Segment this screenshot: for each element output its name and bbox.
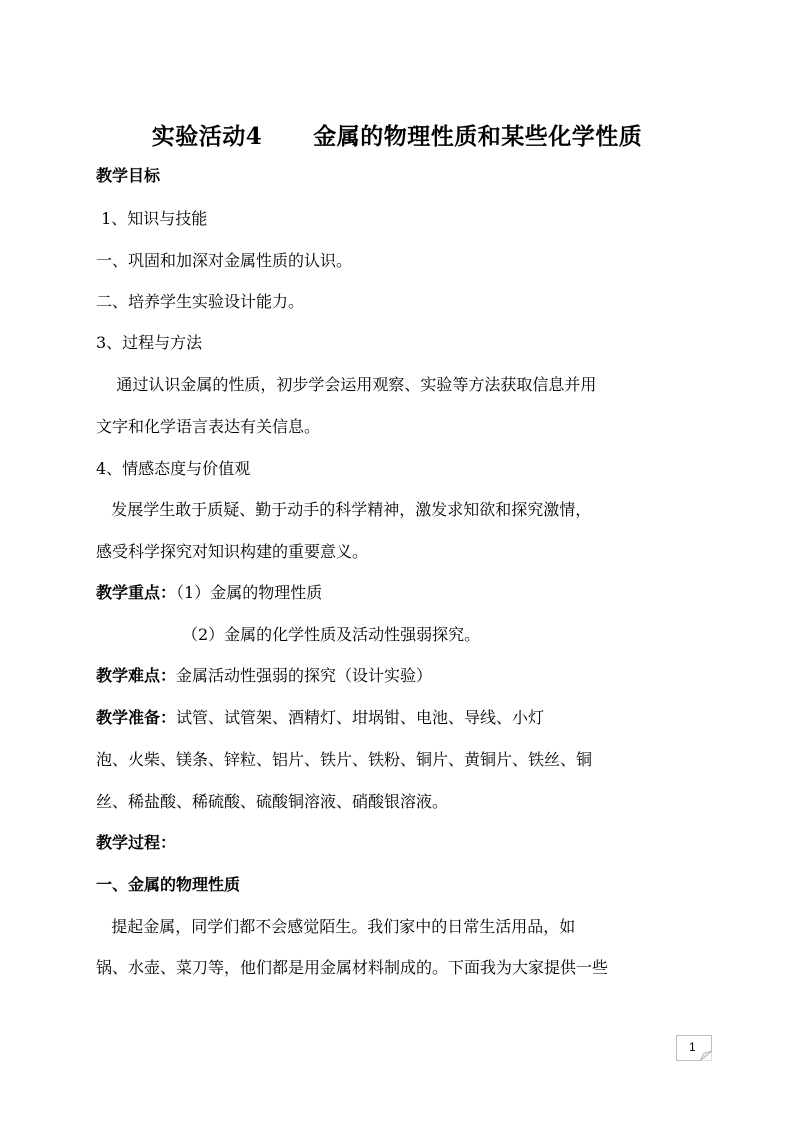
- paragraph-process-line-1: 通过认识金属的性质，初步学会运用观察、实验等方法获取信息并用: [96, 375, 597, 394]
- page-number-box: [676, 1035, 712, 1061]
- key-points-row: [96, 583, 322, 603]
- preparation-label: 教学准备：: [96, 708, 177, 727]
- paragraph-process-line-2: 文字和化学语言表达有关信息。: [96, 417, 321, 436]
- difficulty-text: 金属活动性强弱的探究（设计实验）: [176, 666, 433, 685]
- goal-item-1: 一、巩固和加深对金属性质的认识。: [96, 251, 353, 270]
- page-title: 实验活动4 金属的物理性质和某些化学性质: [151, 123, 643, 150]
- preparation-row: [96, 708, 544, 728]
- paragraph-intro-line-1: 提起金属，同学们都不会感觉陌生。我们家中的日常生活用品，如: [96, 917, 576, 936]
- paragraph-emotion-line-1: 发展学生敢于质疑、勤于动手的科学精神，激发求知欲和探究激情，: [96, 500, 592, 519]
- preparation-line-3: 丝、稀盐酸、稀硫酸、硫酸铜溶液、硝酸银溶液。: [96, 792, 449, 811]
- difficulty-row: [96, 666, 432, 686]
- heading-teaching-goals: 教学目标: [96, 166, 161, 185]
- key-points-item-2: （2）金属的化学性质及活动性强弱探究。: [182, 625, 481, 644]
- key-points-label: 教学重点：: [96, 583, 177, 602]
- paragraph-intro-line-2: 锅、水壶、菜刀等，他们都是用金属材料制成的。下面我为大家提供一些: [96, 958, 609, 977]
- subheading-knowledge-skills: 1、知识与技能: [96, 209, 208, 228]
- section-physical-properties: 一、金属的物理性质: [96, 875, 241, 894]
- page-curl-icon: [700, 1051, 712, 1061]
- preparation-line-1: 试管、试管架、酒精灯、坩埚钳、电池、导线、小灯: [176, 708, 545, 727]
- paragraph-emotion-line-2: 感受科学探究对知识构建的重要意义。: [96, 542, 369, 561]
- heading-teaching-process: 教学过程：: [96, 833, 177, 852]
- difficulty-label: 教学难点：: [96, 666, 177, 685]
- subheading-process-method: 3、过程与方法: [96, 333, 203, 352]
- subheading-emotion-values: 4、情感态度与价值观: [96, 459, 251, 478]
- page-number: 1: [689, 1040, 696, 1054]
- key-points-item-1: （1）金属的物理性质: [176, 583, 323, 602]
- preparation-line-2: 泡、火柴、镁条、锌粒、铝片、铁片、铁粉、铜片、黄铜片、铁丝、铜: [96, 750, 593, 769]
- goal-item-2: 二、培养学生实验设计能力。: [96, 292, 305, 311]
